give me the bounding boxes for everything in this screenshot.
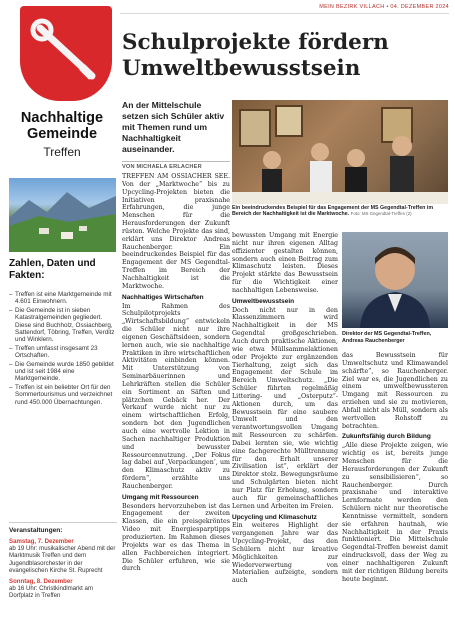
paragraph: bewussten Umgang mit Energie nicht nur ihren eigenen Alltag effizienter gestalten können, sondern auch einen Beitrag zum Klimaschutz leisten. Dieses Projekt stärkte das Bewusstsein für die Wichtigkeit einer nachhaltigen Lebensweise. xyxy=(232,232,338,294)
landscape-photo xyxy=(9,178,116,252)
paragraph: Doch nicht nur in den Klassenzimmern wird Nachhaltigkeit in der MS Gegendtal großgeschrieben. Auch durch praktische Aktionen, wie etwa Müllsammelaktionen oder Projekte zur ergänzenden Tierhaltung, zeigt sich das Engagement der Schule im Bereich Umweltschutz. „Die Schüler führten regelmäßig Littering- und „Osterputz“-Aktionen durch, um das Bewusstsein für eine saubere Umwelt und den verantwortungsvollen Umgang mit Ressourcen zu schärfen. Dabei lernten sie, wie wichtig eine fachgerechte Mülltrennung für den Erhalt unserer Zivilisation ist“, erklärt der Direktor stolz. Bewegungsräume und Schulgärten bieten nicht nur Platz für Erholung, sondern auch für gemeinschaftliches Lernen und Arbeiten im Freien. xyxy=(232,306,338,510)
article-column-1 xyxy=(122,173,230,618)
subheading: Umgang mit Ressourcen xyxy=(122,493,199,501)
list-item: – Die Gemeinde ist in sieben Katastralgemeinden gegliedert. Diese sind Buchholz, Ossiachberg, Sattendorf, Töbring, Treffen, Verditz und Winklern. xyxy=(9,307,117,344)
director-portrait-photo xyxy=(342,232,448,328)
masthead: MEIN BEZIRK VILLACH • 04. DEZEMBER 2024 xyxy=(120,4,449,14)
events-heading: Veranstaltungen: xyxy=(9,522,117,534)
students-photo xyxy=(232,100,448,204)
paragraph: Im Rahmen des Schulpilotprojekts „Wirtschaftsbildung“ entwickeln die Schüler nicht nur ihre eigenen Geschäftsideen, sondern lernen auch, wie sie nachhaltige Praktiken in ihre wirtschaftlichen Aktivitäten einbinden können. Mit Unterstützung von Seminarbäuerinnen und Lehrkräften stellen die Schüler ein Sortiment an Säften und plätzchen Gebäck her. Der Verkauf wurde nicht nur zu einem wirtschaftlichen Erfolg, sondern bot den Jugendlichen auch eine wertvolle Lektion in Sachen nachhaltiger Produktion und bewusster Ressourcennutzung. „Der Fokus lag dabei auf ‚Verpackungen‘, um den Klimaschutz aktiv zu fördern“, erzählte uns Rauchenberger. xyxy=(122,302,230,490)
subheading: Zukunftsfähig durch Bildung xyxy=(342,433,431,441)
list-item: – Treffen ist eine Marktgemeinde mit 4.601 Einwohnern. xyxy=(9,291,117,306)
list-item: – Treffen ist ein beliebter Ort für den Sommertourismus und verzeichnet rund 450.000 Übernachtungen. xyxy=(9,384,117,406)
crossed-key-icon xyxy=(20,6,112,101)
events-list xyxy=(9,538,117,604)
article-column-2 xyxy=(232,232,338,618)
facts-list xyxy=(9,291,117,407)
list-item: – Treffen umfasst insgesamt 23 Ortschaften. xyxy=(9,345,117,360)
coat-of-arms-logo xyxy=(20,6,112,101)
article-lead: An der Mittelschule setzen sich Schüler aktiv mit Themen rund um Nachhaltigkeit auseinander. xyxy=(122,100,225,154)
event-text: ab 19 Uhr: musikalischer Abend mit der Marktmusik Treffen und dem Jugendblasorchester in der evangelischen Kirche St. Ruprecht xyxy=(9,545,116,574)
paragraph: TREFFEN AM OSSIACHER SEE. Von der „Marktwoche“ bis zu Upcycling-Projekten bieten die Initiativen praxisnahe Erfahrungen, die junge Menschen für die Herausforderungen der Zukunft rüsten. Welche Projekte das sind, erklärt uns Direktor Andreas Rauchenberger. Ein beeindruckendes Beispiel für das Engagement der MS Gegendtal-Treffen im Bereich der Nachhaltigkeit ist die Marktwoche. xyxy=(122,173,230,290)
event-date: Samstag, 7. Dezember xyxy=(9,538,74,545)
article-author: VON MICHAELA ERLACHER xyxy=(122,161,230,170)
sidebar xyxy=(6,6,118,616)
photo-caption: Direktor der MS Gegendtal-Treffen, Andreas Rauchenberger xyxy=(342,331,432,344)
sidebar-title: Nachhaltige Gemeinde xyxy=(20,110,104,142)
subheading: Upcycling und Klimaschutz xyxy=(232,513,317,521)
event-text: ab 16 Uhr: Christkindlmarkt am Dorfplatz in Treffen xyxy=(9,585,93,600)
article-headline: Schulprojekte fördern Umweltbewusstsein xyxy=(122,30,389,81)
paragraph: „Alle diese Projekte zeigen, wie wichtig es ist, bereits junge Menschen für die Herausforderungen der Zukunft zu sensibilisieren“, so Rauchenberger. Durch praxisnahe und interaktive Lernformate werden den Schülern nicht nur theoretische Kenntnisse vermittelt, sondern sie erfahren hautnah, wie Nachhaltigkeit in der Praxis funktioniert. Die Mittelschule Gegendtal-Treffen beweist damit eindrucksvoll, dass der Weg zu einer nachhaltigeren Zukunft mit der richtigen Bildung bereits heute beginnt. xyxy=(342,442,448,583)
photo-caption: Ein beeindruckendes Beispiel für das Engagement der MS Gegendtal-Treffen im Bereich der Nachhaltigkeit ist die Marktwoche. Foto: MS Gegendtal-Treffen (2) xyxy=(232,205,434,218)
sidebar-subtitle: Treffen xyxy=(43,145,81,159)
subheading: Nachhaltiges Wirtschaften xyxy=(122,293,204,301)
subheading: Umweltbewusstsein xyxy=(232,297,295,305)
article-column-3 xyxy=(342,352,448,618)
photo-credit: Foto: MS Gegendtal-Treffen (2) xyxy=(350,211,412,217)
paragraph: Besonders hervorzuheben ist das Engagement der zweiten Klassen, die ein preisgekröntes Video mit Energiesparptipps produzierten. Im Rahmen dieses Projekts war es das Thema in allen Fachbereichen integriert. Die Schüler erfuhren, wie sie durch xyxy=(122,502,230,573)
paragraph: Ein weiteres Highlight der vergangenen Jahre war das Upcycling-Projekt, das den Schülern nicht nur kreative Möglichkeiten zur Wiederverwertung von Materialien aufzeigte, sondern auch xyxy=(232,522,338,585)
list-item: – Die Gemeinde wurde 1850 gebildet und ist seit 1984 eine Marktgemeinde. xyxy=(9,361,117,383)
facts-heading: Zahlen, Daten und Fakten: xyxy=(9,258,96,281)
paragraph: das Bewusstsein für Umweltschutz und Klimawandel schärfte“, so Rauchenberger. Ziel war es, die Jugendlichen zu einem umweltbewussteren Umgang mit Ressourcen zu erziehen und sie zu motivieren, Abfall nicht als Müll, sondern als wertvollen Rohstoff zu betrachten. xyxy=(342,352,448,430)
event-date: Sonntag, 8. Dezember xyxy=(9,578,73,586)
